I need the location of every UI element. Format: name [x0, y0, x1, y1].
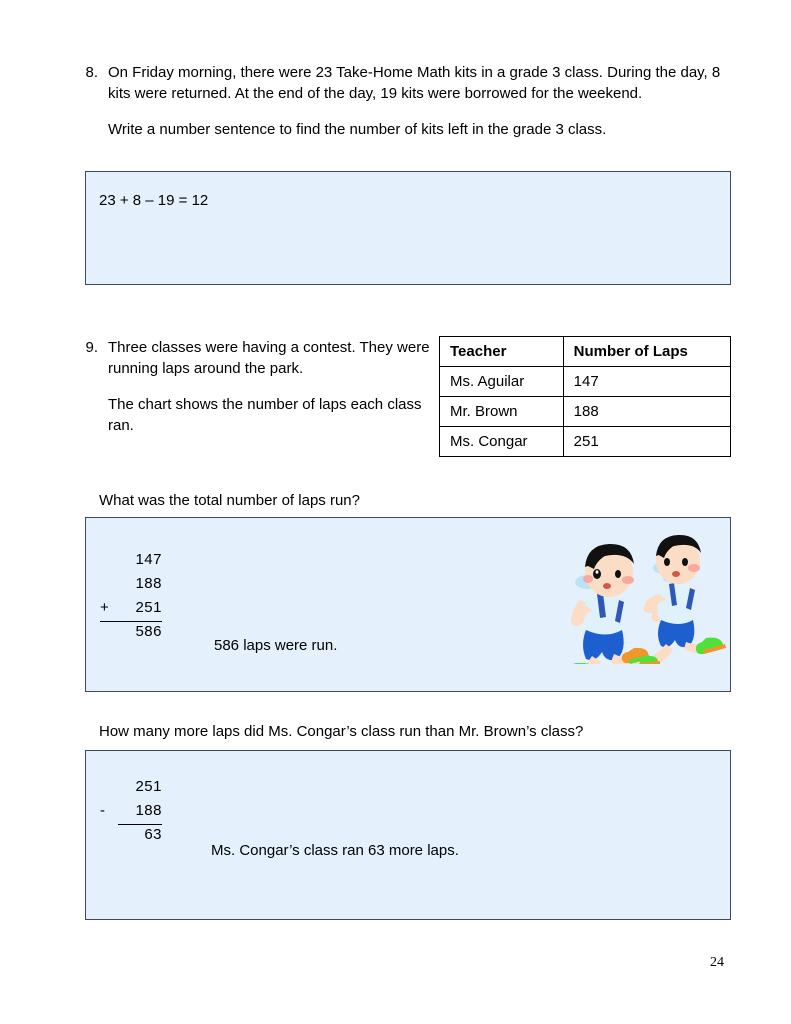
- question-8: [72, 62, 722, 140]
- table-row: [440, 367, 731, 397]
- subtrahend: 188: [118, 799, 162, 825]
- addition-row-1: [100, 548, 162, 572]
- question-8-paragraph-1: On Friday morning, there were 23 Take-Home Math kits in a grade 3 class. During the day, 8 kits were returned. At the end of the day, 19 kits were borrowed for the weekend.: [108, 64, 721, 102]
- question-8-answer-box[interactable]: [85, 171, 731, 285]
- question-9-number: 9.: [85, 339, 98, 356]
- table-cell-laps: 251: [563, 427, 730, 457]
- subtraction-row-1: [100, 775, 162, 799]
- question-9b-answer-sentence: Ms. Congar’s class ran 63 more laps.: [211, 842, 459, 859]
- subtraction-row-difference: [100, 823, 162, 847]
- table-row: [440, 397, 731, 427]
- two-running-children-illustration: [566, 534, 726, 664]
- laps-table: [439, 336, 731, 457]
- child-back: [630, 535, 726, 664]
- subtraction-difference: 63: [144, 826, 162, 843]
- addition-row-3: [100, 596, 162, 620]
- page-number: 24: [710, 955, 724, 970]
- table-cell-teacher: Ms. Congar: [440, 427, 564, 457]
- addend-2: 188: [135, 575, 162, 592]
- table-cell-laps: 147: [563, 367, 730, 397]
- question-8-body: [108, 62, 722, 140]
- question-9b-prompt: How many more laps did Ms. Congar’s class run than Mr. Brown’s class?: [99, 723, 584, 740]
- table-header-row: [440, 337, 731, 367]
- table-header-teacher: Teacher: [440, 337, 564, 367]
- question-8-answer-text: 23 + 8 – 19 = 12: [99, 192, 209, 209]
- question-9-paragraph-2: The chart shows the number of laps each class ran.: [108, 396, 422, 434]
- question-9a-prompt: What was the total number of laps run?: [99, 492, 360, 509]
- addend-1: 147: [135, 551, 162, 568]
- question-9-body: [108, 337, 432, 436]
- question-8-number: 8.: [85, 64, 98, 81]
- minus-sign: -: [100, 802, 105, 819]
- question-9b-subtraction-work: [100, 775, 162, 847]
- table-cell-teacher: Ms. Aguilar: [440, 367, 564, 397]
- table-header-number-of-laps: Number of Laps: [563, 337, 730, 367]
- addend-3: 251: [118, 596, 162, 622]
- child-front: [566, 544, 650, 664]
- table-cell-teacher: Mr. Brown: [440, 397, 564, 427]
- table-row: [440, 427, 731, 457]
- subtraction-row-2: [100, 799, 162, 823]
- addition-row-2: [100, 572, 162, 596]
- question-9: [72, 337, 432, 436]
- question-9a-addition-work: [100, 548, 162, 644]
- question-9a-answer-sentence: 586 laps were run.: [214, 637, 338, 654]
- table-cell-laps: 188: [563, 397, 730, 427]
- plus-sign: +: [100, 596, 118, 622]
- question-8-paragraph-2: Write a number sentence to find the number of kits left in the grade 3 class.: [108, 121, 607, 138]
- question-9b-answer-box[interactable]: [85, 750, 731, 920]
- addition-row-sum: [100, 620, 162, 644]
- question-9-paragraph-1: Three classes were having a contest. They were running laps around the park.: [108, 339, 430, 377]
- addition-sum: 586: [135, 623, 162, 640]
- minuend: 251: [135, 778, 162, 795]
